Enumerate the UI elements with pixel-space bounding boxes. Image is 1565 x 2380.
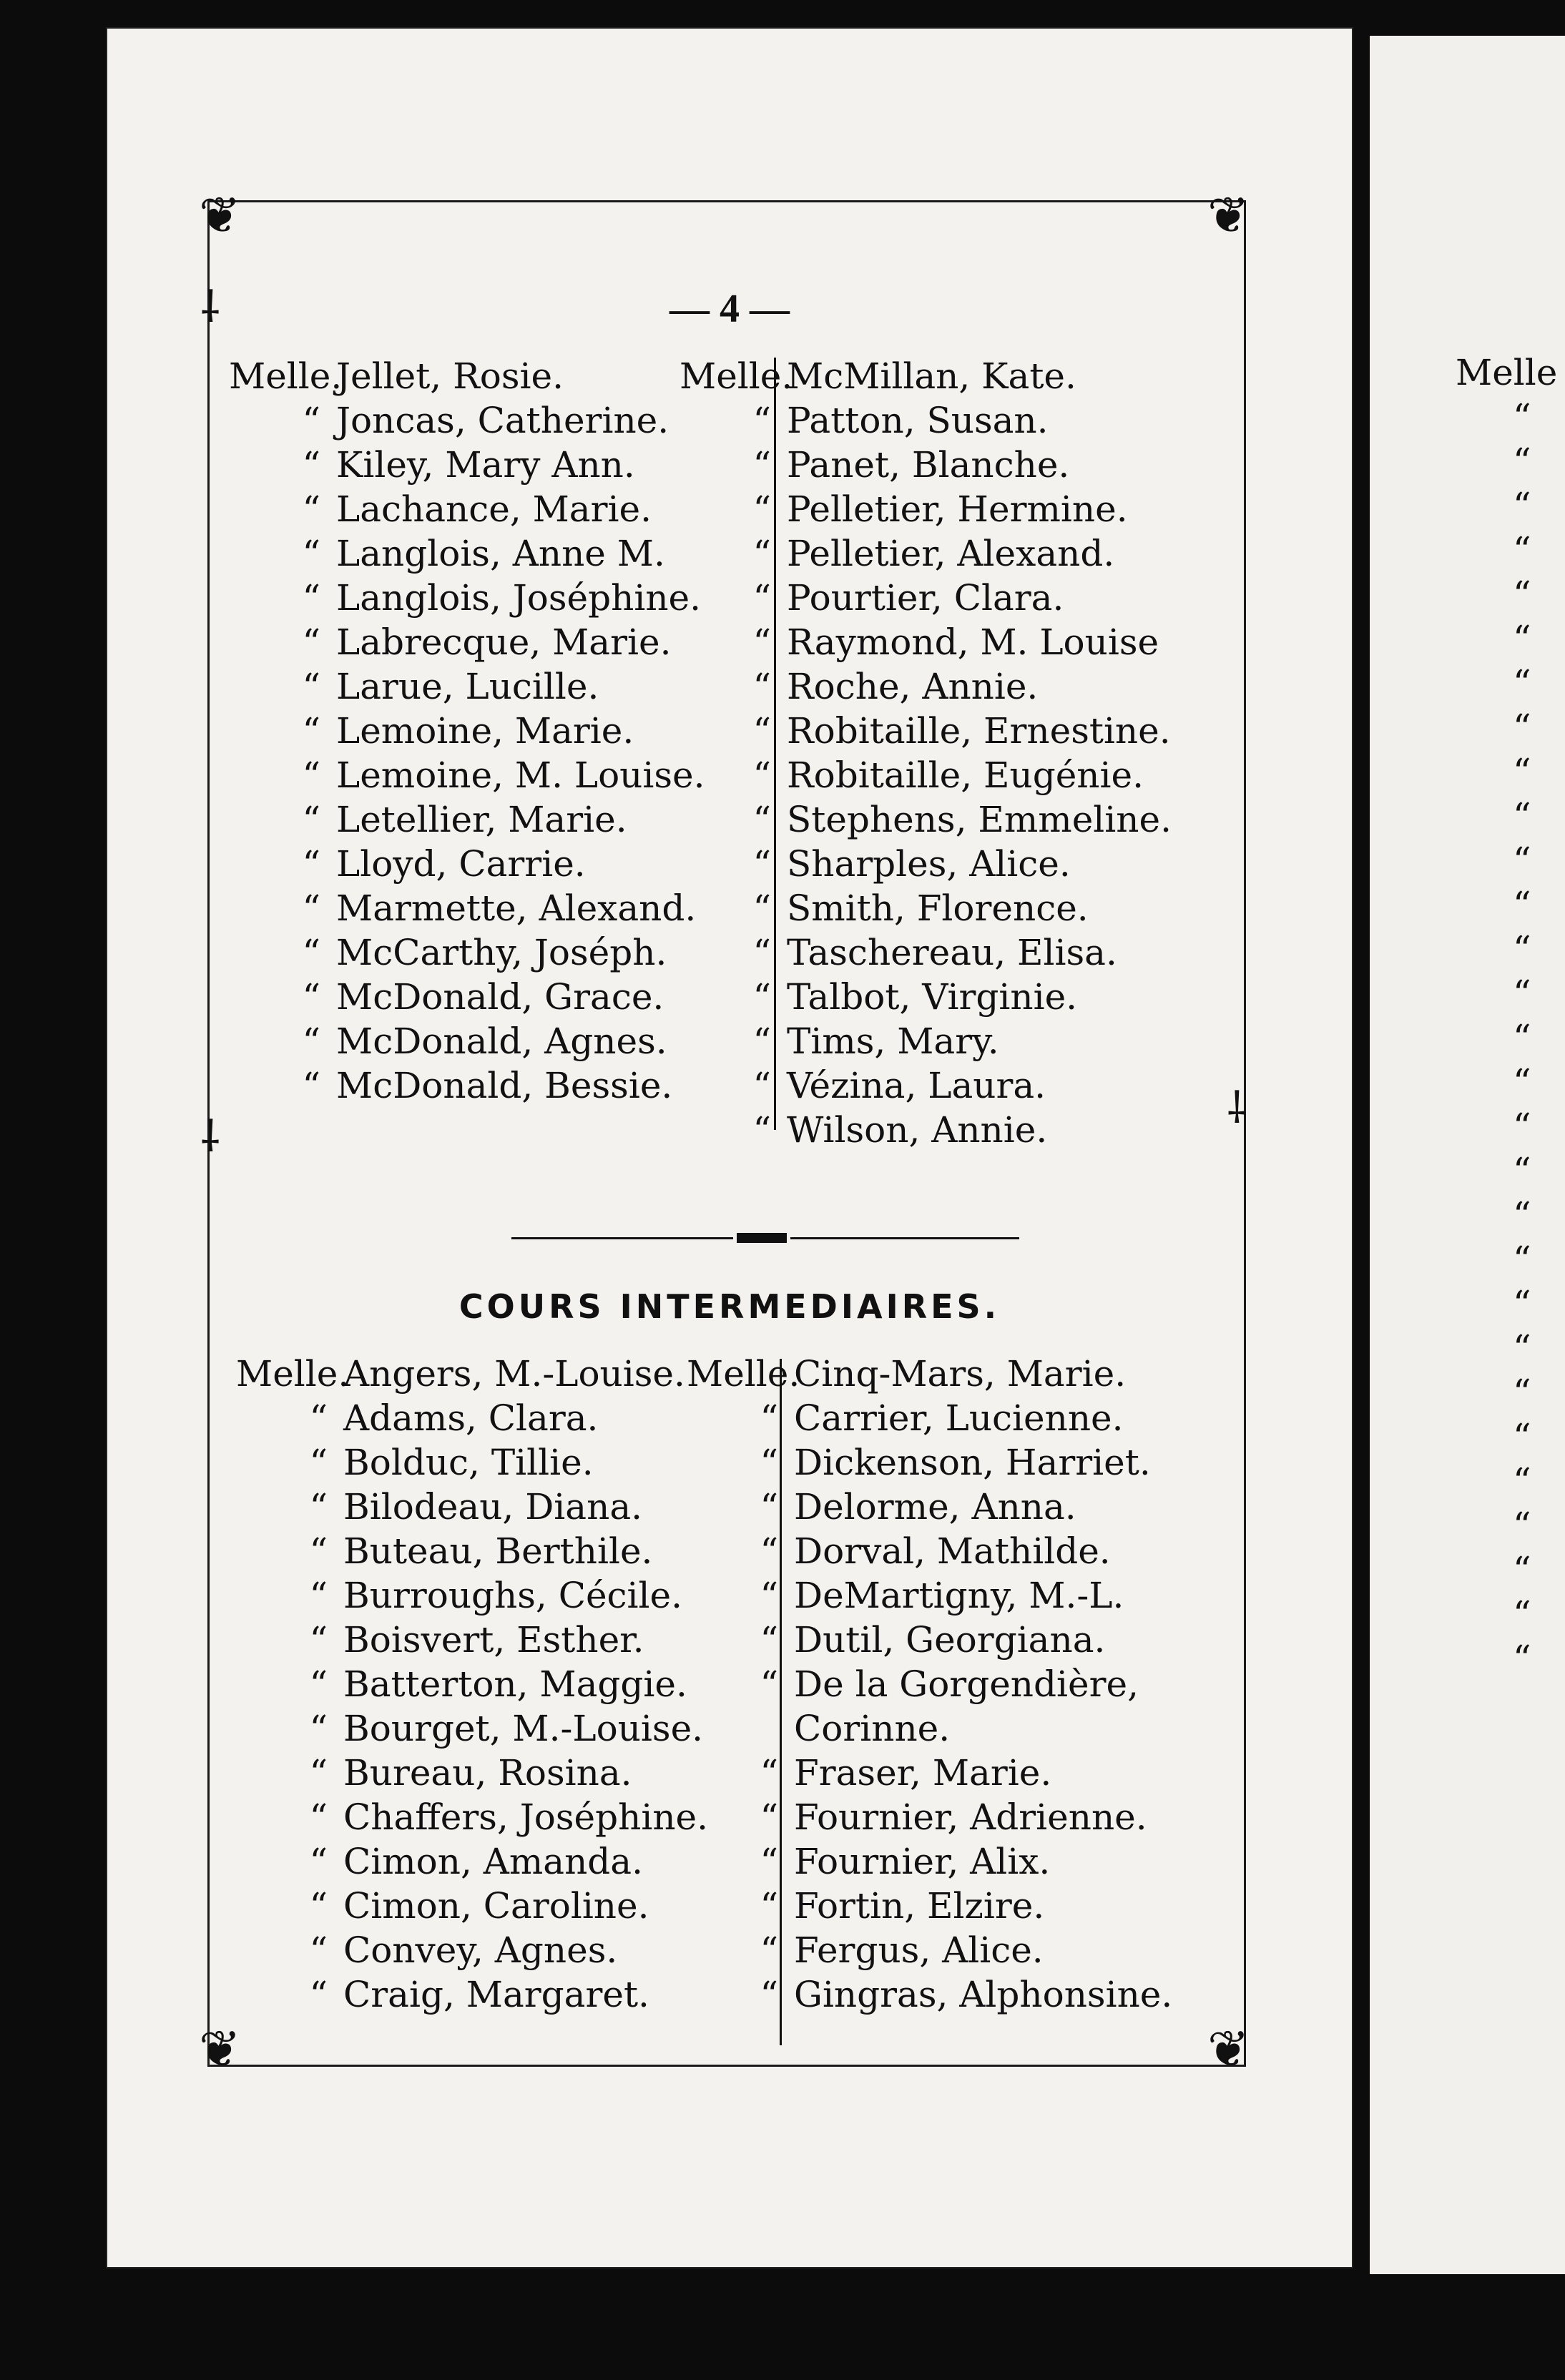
ditto-mark: Melle. [236,1353,350,1395]
person-name: DeMartigny, M.-L. [794,1575,1124,1616]
person-name: Taschereau, Elisa. [787,932,1117,973]
person-name: Larue, Lucille. [336,666,599,707]
ditto-mark: “ [302,444,320,486]
person-name: Cimon, Amanda. [343,1841,643,1882]
adjacent-ditto-mark: “ [1513,1638,1531,1679]
adjacent-ditto-mark: “ [1513,662,1531,704]
adjacent-ditto-mark: “ [1513,973,1531,1014]
person-name: Stephens, Emmeline. [787,799,1172,840]
ditto-mark: Melle. [687,1353,800,1395]
person-name: Fortin, Elzire. [794,1885,1045,1927]
list-item [687,1839,1259,1884]
ditto-mark: “ [302,621,320,663]
ditto-mark: “ [302,887,320,929]
person-name: Panet, Blanche. [787,444,1070,486]
person-name: Lemoine, Marie. [336,710,634,752]
adjacent-ditto-mark: “ [1513,928,1531,970]
adjacent-ditto-mark: “ [1513,1327,1531,1369]
adjacent-ditto-mark: “ [1513,795,1531,837]
list-item [680,1108,1252,1152]
person-name: De la Gorgendière, [794,1663,1139,1705]
ditto-mark: “ [309,1530,328,1572]
adjacent-ditto-mark: “ [1513,1061,1531,1103]
person-name: Cinq-Mars, Marie. [794,1353,1127,1395]
person-name: Pourtier, Clara. [787,577,1064,619]
list-item [687,1706,1259,1751]
ditto-mark: “ [760,1974,778,2015]
adjacent-ditto-mark: “ [1513,485,1531,526]
ditto-mark: “ [752,976,771,1018]
ditto-mark: “ [752,932,771,973]
ditto-mark: “ [752,621,771,663]
ditto-mark: “ [760,1442,778,1483]
ditto-mark: “ [752,1065,771,1106]
list-item [687,1928,1259,1972]
ditto-mark: “ [302,1065,320,1106]
corner-ornament-top-right: ❦ [1207,186,1250,245]
ditto-mark: “ [752,577,771,619]
list-item [680,753,1252,797]
adjacent-ditto-mark: “ [1513,884,1531,925]
person-name: Tims, Mary. [787,1021,999,1062]
ditto-mark: “ [752,400,771,441]
adjacent-ditto-mark: “ [1513,1505,1531,1546]
ditto-mark: “ [752,1021,771,1062]
ditto-mark: “ [302,1021,320,1062]
ditto-mark: “ [309,1708,328,1749]
list-item [680,709,1252,753]
person-name: Letellier, Marie. [336,799,627,840]
person-name: Dickenson, Harriet. [794,1442,1151,1483]
person-name: McDonald, Grace. [336,976,664,1018]
list-item [687,1751,1259,1795]
list-item [680,797,1252,842]
person-name: Roche, Annie. [787,666,1039,707]
adjacent-ditto-mark: “ [1513,707,1531,748]
ditto-mark: “ [302,843,320,885]
person-name: Chaffers, Joséphine. [343,1796,709,1838]
person-name: McMillan, Kate. [787,355,1076,397]
person-name: Burroughs, Cécile. [343,1575,683,1616]
ditto-mark: “ [302,533,320,574]
adjacent-ditto-mark: “ [1513,1549,1531,1590]
adjacent-ditto-mark: “ [1513,1283,1531,1324]
list-item [680,886,1252,930]
ditto-mark: “ [752,533,771,574]
adjacent-ditto-mark: “ [1513,1239,1531,1280]
ditto-mark: “ [309,1752,328,1794]
person-name: Patton, Susan. [787,400,1049,441]
person-name: McDonald, Bessie. [336,1065,673,1106]
person-name: Smith, Florence. [787,887,1089,929]
person-name: Lloyd, Carrie. [336,843,586,885]
ditto-mark: “ [752,666,771,707]
ditto-mark: “ [309,1397,328,1439]
ditto-mark: Melle. [680,355,793,397]
person-name: McDonald, Agnes. [336,1021,667,1062]
adjacent-ditto-mark: “ [1513,618,1531,659]
ditto-mark: “ [309,1663,328,1705]
ditto-mark: “ [752,843,771,885]
side-ornament-right-middle: ⸸ [1227,1083,1247,1134]
section-separator-left [511,1237,733,1239]
ditto-mark: “ [302,488,320,530]
ditto-mark: “ [760,1885,778,1927]
ditto-mark: “ [752,1109,771,1151]
bottom-right-name-list [687,1352,1259,2017]
corner-ornament-bottom-right: ❦ [1207,2020,1250,2078]
ditto-mark: “ [309,1929,328,1971]
adjacent-ditto-mark: “ [1513,574,1531,615]
document-page [107,29,1352,2267]
adjacent-page-header: Melle [1456,352,1558,393]
person-name: Langlois, Joséphine. [336,577,702,619]
ditto-mark: “ [760,1575,778,1616]
ditto-mark: “ [309,1841,328,1882]
side-ornament-left-middle: ⸸ [200,1112,221,1162]
person-name: Sharples, Alice. [787,843,1071,885]
person-name: Wilson, Annie. [787,1109,1048,1151]
person-name: Vézina, Laura. [787,1065,1046,1106]
person-name: Dorval, Mathilde. [794,1530,1111,1572]
person-name: Corinne. [794,1708,951,1749]
side-ornament-left-upper: ⸸ [200,282,221,333]
list-item [680,531,1252,576]
person-name: Lachance, Marie. [336,488,652,530]
person-name: Marmette, Alexand. [336,887,697,929]
ditto-mark: “ [302,710,320,752]
person-name: Carrier, Lucienne. [794,1397,1124,1439]
page-number: — 4 — [669,287,790,331]
ditto-mark: “ [760,1752,778,1794]
list-item [687,1573,1259,1618]
section-separator-center [737,1233,787,1243]
adjacent-ditto-mark: “ [1513,1593,1531,1635]
ditto-mark: “ [760,1841,778,1882]
ditto-mark: “ [752,488,771,530]
person-name: Bolduc, Tillie. [343,1442,594,1483]
ditto-mark: “ [302,400,320,441]
adjacent-ditto-mark: “ [1513,1106,1531,1147]
ditto-mark: Melle. [229,355,343,397]
adjacent-ditto-mark: “ [1513,396,1531,438]
person-name: Fraser, Marie. [794,1752,1052,1794]
person-name: Gingras, Alphonsine. [794,1974,1173,2015]
ditto-mark: “ [302,932,320,973]
person-name: Fergus, Alice. [794,1929,1044,1971]
list-item [687,1662,1259,1706]
adjacent-ditto-mark: “ [1513,1017,1531,1058]
list-item [687,1440,1259,1485]
list-item [680,443,1252,487]
person-name: McCarthy, Joséph. [336,932,667,973]
corner-ornament-bottom-left: ❦ [199,2020,241,2078]
adjacent-ditto-mark: “ [1513,1194,1531,1236]
list-item [687,1795,1259,1839]
ditto-mark: “ [309,1575,328,1616]
adjacent-ditto-mark: “ [1513,1416,1531,1457]
list-item [680,487,1252,531]
ditto-mark: “ [302,666,320,707]
person-name: Langlois, Anne M. [336,533,665,574]
ditto-mark: “ [309,1974,328,2015]
ditto-mark: “ [309,1486,328,1528]
ditto-mark: “ [752,799,771,840]
adjacent-page-column [1456,350,1558,1681]
ditto-mark: “ [302,976,320,1018]
ditto-mark: “ [309,1619,328,1661]
section-separator-right [790,1237,1019,1239]
list-item [680,664,1252,709]
ditto-mark: “ [302,799,320,840]
ditto-mark: “ [760,1929,778,1971]
person-name: Adams, Clara. [343,1397,599,1439]
list-item [687,1396,1259,1440]
ditto-mark: “ [309,1796,328,1838]
list-item [680,930,1252,975]
list-item [680,1063,1252,1108]
ditto-mark: “ [752,754,771,796]
list-item [680,354,1252,398]
person-name: Dutil, Georgiana. [794,1619,1106,1661]
person-name: Joncas, Catherine. [336,400,669,441]
person-name: Raymond, M. Louise [787,621,1159,663]
person-name: Craig, Margaret. [343,1974,649,2015]
ditto-mark [687,1706,794,1751]
ditto-mark: “ [302,754,320,796]
list-item [687,1972,1259,2017]
adjacent-ditto-mark: “ [1513,529,1531,571]
corner-ornament-top-left: ❦ [199,186,241,245]
list-item [687,1884,1259,1928]
adjacent-ditto-mark: “ [1513,840,1531,881]
person-name: Bureau, Rosina. [343,1752,632,1794]
list-item [680,620,1252,664]
list-item [680,576,1252,620]
list-item [687,1485,1259,1529]
ditto-mark: “ [309,1885,328,1927]
list-item [680,975,1252,1019]
person-name: Robitaille, Eugénie. [787,754,1144,796]
adjacent-ditto-mark: “ [1513,441,1531,482]
person-name: Pelletier, Hermine. [787,488,1128,530]
list-item [687,1352,1259,1396]
ditto-mark: “ [752,444,771,486]
ditto-mark: “ [760,1619,778,1661]
person-name: Pelletier, Alexand. [787,533,1115,574]
list-item [680,842,1252,886]
person-name: Convey, Agnes. [343,1929,618,1971]
person-name: Angers, M.-Louise. [343,1353,685,1395]
person-name: Jellet, Rosie. [336,355,564,397]
person-name: Robitaille, Ernestine. [787,710,1171,752]
ditto-mark: “ [302,577,320,619]
person-name: Lemoine, M. Louise. [336,754,705,796]
person-name: Delorme, Anna. [794,1486,1076,1528]
person-name: Kiley, Mary Ann. [336,444,635,486]
ditto-mark: “ [760,1486,778,1528]
adjacent-ditto-mark: “ [1513,751,1531,792]
list-item [680,1019,1252,1063]
person-name: Labrecque, Marie. [336,621,672,663]
adjacent-ditto-mark: “ [1513,1460,1531,1502]
person-name: Talbot, Virginie. [787,976,1078,1018]
person-name: Fournier, Alix. [794,1841,1051,1882]
ditto-mark: “ [752,887,771,929]
adjacent-ditto-mark: “ [1513,1150,1531,1191]
section-heading: COURS INTERMEDIAIRES. [458,1287,1001,1326]
adjacent-ditto-mark: “ [1513,1372,1531,1413]
list-item [687,1529,1259,1573]
person-name: Boisvert, Esther. [343,1619,644,1661]
ditto-mark: “ [309,1442,328,1483]
person-name: Batterton, Maggie. [343,1663,687,1705]
ditto-mark: “ [760,1530,778,1572]
person-name: Cimon, Caroline. [343,1885,649,1927]
top-right-name-list [680,354,1252,1152]
list-item [687,1618,1259,1662]
ditto-mark: “ [760,1397,778,1439]
list-item [680,398,1252,443]
ditto-mark: “ [760,1796,778,1838]
person-name: Fournier, Adrienne. [794,1796,1147,1838]
person-name: Buteau, Berthile. [343,1530,653,1572]
ditto-mark: “ [752,710,771,752]
person-name: Bourget, M.-Louise. [343,1708,704,1749]
ditto-mark: “ [760,1663,778,1705]
person-name: Bilodeau, Diana. [343,1486,643,1528]
